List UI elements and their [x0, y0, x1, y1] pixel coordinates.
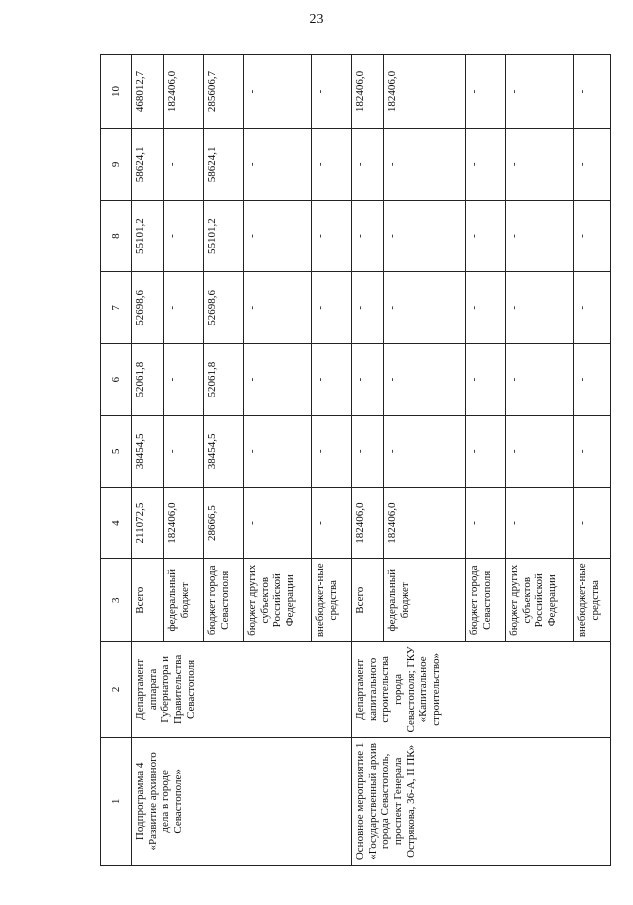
value-cell: - — [312, 344, 352, 416]
source-cell: бюджет города Севастополя — [466, 559, 506, 642]
value-cell: 211072,5 — [132, 487, 164, 559]
value-cell: 285606,7 — [204, 55, 244, 129]
executor-cell: Департамент аппарата Губернатора и Правительства Севастополя — [132, 642, 352, 738]
value-cell: - — [312, 415, 352, 487]
rotated-table-wrapper — [100, 54, 605, 866]
table-row — [352, 55, 384, 866]
value-cell: - — [574, 344, 611, 416]
executor-cell: Департамент капитального строительства города Севастополя; ГКУ «Капитальное строительство» — [352, 642, 611, 738]
value-cell: - — [244, 487, 312, 559]
program-name-cell: Подпрограмма 4 «Развитие архивного дела в городе Севастополе» — [132, 737, 352, 865]
value-cell: - — [384, 200, 466, 272]
value-cell: 58624,1 — [204, 128, 244, 200]
value-cell: - — [164, 415, 204, 487]
source-cell: бюджет других субъектов Российской Федерации — [506, 559, 574, 642]
value-cell: - — [384, 415, 466, 487]
column-number: 3 — [101, 559, 132, 642]
value-cell: 55101,2 — [204, 200, 244, 272]
value-cell: 182406,0 — [352, 487, 384, 559]
value-cell: - — [574, 55, 611, 129]
source-cell: федеральный бюджет — [384, 559, 466, 642]
value-cell: - — [506, 55, 574, 129]
value-cell: - — [352, 200, 384, 272]
value-cell: - — [506, 272, 574, 344]
value-cell: - — [384, 272, 466, 344]
value-cell: - — [466, 344, 506, 416]
value-cell: - — [312, 272, 352, 344]
value-cell: - — [384, 344, 466, 416]
value-cell: - — [244, 344, 312, 416]
column-number: 9 — [101, 128, 132, 200]
value-cell: - — [574, 200, 611, 272]
value-cell: - — [466, 487, 506, 559]
source-cell: бюджет других субъектов Российской Федерации — [244, 559, 312, 642]
value-cell: - — [244, 415, 312, 487]
value-cell: - — [574, 272, 611, 344]
source-cell: внебюджет-ные средства — [312, 559, 352, 642]
column-number: 4 — [101, 487, 132, 559]
value-cell: - — [244, 272, 312, 344]
value-cell: - — [506, 200, 574, 272]
value-cell: - — [164, 272, 204, 344]
program-name-cell: Основное мероприятие 1 «Государственный архив города Севастополь, проспект Генерала Острякова, 36-А, II ПК» — [352, 737, 611, 865]
column-number: 1 — [101, 737, 132, 865]
column-number: 10 — [101, 55, 132, 129]
value-cell: - — [352, 272, 384, 344]
value-cell: - — [466, 55, 506, 129]
value-cell: 55101,2 — [132, 200, 164, 272]
value-cell: - — [466, 200, 506, 272]
value-cell: 468012,7 — [132, 55, 164, 129]
rotated-table — [100, 54, 605, 866]
value-cell: - — [312, 55, 352, 129]
value-cell: - — [506, 415, 574, 487]
page-number: 23 — [309, 12, 324, 27]
source-cell: бюджет города Севастополя — [204, 559, 244, 642]
value-cell: 182406,0 — [384, 487, 466, 559]
column-number: 5 — [101, 415, 132, 487]
value-cell: - — [574, 487, 611, 559]
value-cell: - — [244, 200, 312, 272]
value-cell: - — [164, 200, 204, 272]
value-cell: - — [164, 344, 204, 416]
value-cell: 38454,5 — [204, 415, 244, 487]
value-cell: - — [244, 128, 312, 200]
column-number: 7 — [101, 272, 132, 344]
value-cell: 182406,0 — [352, 55, 384, 129]
value-cell: - — [244, 55, 312, 129]
value-cell: - — [506, 128, 574, 200]
column-number: 8 — [101, 200, 132, 272]
column-number: 6 — [101, 344, 132, 416]
value-cell: - — [352, 344, 384, 416]
value-cell: 52698,6 — [204, 272, 244, 344]
value-cell: - — [352, 415, 384, 487]
value-cell: 52061,8 — [132, 344, 164, 416]
value-cell: - — [466, 272, 506, 344]
value-cell: - — [466, 128, 506, 200]
source-cell: федеральный бюджет — [164, 559, 204, 642]
value-cell: - — [506, 487, 574, 559]
value-cell: - — [506, 344, 574, 416]
value-cell: - — [574, 415, 611, 487]
value-cell: 52061,8 — [204, 344, 244, 416]
value-cell: - — [352, 128, 384, 200]
column-number-row — [101, 55, 132, 866]
source-cell: внебюджет-ные средства — [574, 559, 611, 642]
value-cell: 182406,0 — [164, 55, 204, 129]
budget-table — [100, 54, 611, 866]
value-cell: - — [466, 415, 506, 487]
table-row — [132, 55, 164, 866]
value-cell: 28666,5 — [204, 487, 244, 559]
value-cell: 58624,1 — [132, 128, 164, 200]
value-cell: 182406,0 — [384, 55, 466, 129]
column-number: 2 — [101, 642, 132, 738]
value-cell: 38454,5 — [132, 415, 164, 487]
value-cell: 52698,6 — [132, 272, 164, 344]
value-cell: - — [312, 487, 352, 559]
value-cell: - — [312, 200, 352, 272]
value-cell: - — [312, 128, 352, 200]
source-cell: Всего — [352, 559, 384, 642]
value-cell: - — [384, 128, 466, 200]
value-cell: - — [574, 128, 611, 200]
source-cell: Всего — [132, 559, 164, 642]
value-cell: 182406,0 — [164, 487, 204, 559]
value-cell: - — [164, 128, 204, 200]
